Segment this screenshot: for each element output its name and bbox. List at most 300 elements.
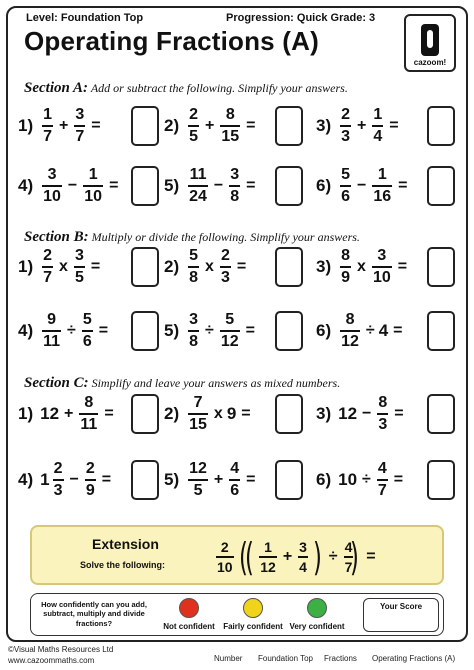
- mixed-number: [375, 395, 390, 433]
- equals-sign: =: [246, 117, 256, 134]
- problem: [316, 392, 408, 436]
- mixed-number: [338, 248, 353, 286]
- fraction-bar: [188, 413, 208, 415]
- fraction: [188, 312, 199, 350]
- not-confident-light[interactable]: [179, 598, 199, 618]
- problem: [164, 392, 255, 436]
- fraction-bar: [340, 266, 351, 268]
- answer-box[interactable]: [131, 247, 159, 287]
- problem-number: 4): [18, 321, 34, 340]
- denominator: 24: [189, 188, 207, 205]
- operator: −: [69, 471, 79, 488]
- fraction: [229, 167, 240, 205]
- denominator: 7: [344, 559, 353, 575]
- fairly-confident-light[interactable]: [243, 598, 263, 618]
- numerator: 1: [373, 106, 383, 123]
- problem: [18, 458, 115, 502]
- problem: [316, 104, 403, 148]
- answer-box[interactable]: [275, 247, 303, 287]
- fraction-bar: [340, 125, 351, 127]
- equals-sign: =: [393, 322, 403, 339]
- mixed-number: [72, 248, 87, 286]
- mixed-number: [186, 395, 210, 433]
- denominator: 12: [220, 333, 239, 350]
- fraction-bar: [340, 330, 360, 332]
- fraction-bar: [53, 479, 64, 481]
- fraction-bar: [216, 556, 234, 558]
- operator: +: [357, 117, 367, 134]
- problem: [18, 245, 104, 289]
- answer-box[interactable]: [427, 460, 455, 500]
- fraction: [216, 540, 234, 574]
- equals-sign: =: [246, 471, 256, 488]
- fraction-bar: [42, 185, 62, 187]
- denominator: 12: [260, 559, 276, 575]
- fraction: [377, 395, 388, 433]
- equals-sign: =: [109, 177, 119, 194]
- whole-number: 9: [226, 404, 237, 423]
- numerator: 1: [377, 166, 387, 183]
- problem-number: 3): [316, 404, 332, 423]
- answer-box[interactable]: [131, 311, 159, 351]
- denominator: 7: [75, 128, 85, 145]
- problem: [18, 309, 112, 353]
- numerator: 2: [189, 106, 199, 123]
- problem-number: 2): [164, 116, 180, 135]
- extension-expression: [214, 533, 380, 581]
- fraction-bar: [188, 266, 199, 268]
- operator: ÷: [67, 322, 76, 339]
- denominator: 8: [230, 188, 240, 205]
- fraction: [340, 107, 351, 145]
- numerator: 3: [230, 166, 240, 183]
- problem: [164, 309, 259, 353]
- fraction: [74, 107, 85, 145]
- numerator: 1: [88, 166, 98, 183]
- fraction-bar: [85, 479, 96, 481]
- not-confident-label: Not confident: [163, 622, 215, 631]
- denominator: 10: [84, 188, 103, 205]
- operator: ÷: [205, 322, 214, 339]
- fraction: [53, 461, 64, 499]
- equals-sign: =: [91, 117, 101, 134]
- equals-sign: =: [245, 322, 255, 339]
- problem-number: 5): [164, 470, 180, 489]
- extension-subtitle: Solve the following:: [80, 560, 165, 570]
- equals-sign: =: [246, 177, 256, 194]
- fraction-bar: [42, 266, 53, 268]
- operator: x: [205, 258, 214, 275]
- numerator: 8: [84, 394, 94, 411]
- footer-copyright: ©Visual Maths Resources Ltd: [8, 645, 114, 654]
- denominator: 10: [43, 188, 61, 205]
- fraction-bar: [188, 185, 208, 187]
- fraction-bar: [74, 266, 85, 268]
- problem: [164, 164, 260, 208]
- left-paren: (: [238, 535, 248, 579]
- denominator: 4: [373, 128, 383, 145]
- whole-number: 12: [338, 404, 358, 423]
- answer-box[interactable]: [427, 106, 455, 146]
- answer-box[interactable]: [275, 460, 303, 500]
- very-confident-light[interactable]: [307, 598, 327, 618]
- numerator: 3: [377, 247, 387, 264]
- operator: −: [213, 177, 224, 194]
- section-b-heading: [24, 229, 360, 246]
- problem-number: 5): [164, 176, 180, 195]
- right-paren-inner: ): [312, 535, 322, 579]
- mixed-number: [375, 461, 390, 499]
- equals-sign: =: [236, 258, 247, 275]
- mixed-number: [81, 167, 105, 205]
- section-label: Section B:: [24, 229, 89, 245]
- fraction-bar: [340, 185, 351, 187]
- fraction: [372, 248, 392, 286]
- problem-number: 3): [316, 257, 332, 276]
- problem: [18, 392, 118, 436]
- denominator: 6: [82, 333, 92, 350]
- denominator: 5: [74, 269, 84, 286]
- answer-box[interactable]: [427, 247, 455, 287]
- fraction: [188, 248, 199, 286]
- mixed-number: [40, 461, 65, 499]
- operator: −: [362, 405, 372, 422]
- mixed-number: [83, 461, 98, 499]
- problem-number: 1): [18, 404, 34, 423]
- fraction: [220, 312, 240, 350]
- whole-part: 1: [40, 470, 50, 489]
- mixed-number: [218, 312, 242, 350]
- equals-sign: =: [101, 471, 112, 488]
- footer-subtopic: Fractions: [324, 654, 357, 663]
- numerator: 9: [47, 311, 57, 328]
- mixed-number: [40, 312, 63, 350]
- fraction-bar: [188, 330, 199, 332]
- denominator: 6: [230, 482, 240, 499]
- extension-panel: [30, 525, 444, 585]
- denominator: 3: [53, 482, 63, 499]
- section-label: Section C:: [24, 375, 89, 391]
- equals-sign: =: [398, 177, 408, 194]
- numerator: 2: [341, 106, 351, 123]
- fraction-bar: [188, 479, 208, 481]
- fraction: [340, 312, 360, 350]
- denominator: 12: [341, 333, 359, 350]
- section-instruction: Add or subtract the following. Simplify your answers.: [88, 81, 348, 95]
- fraction: [229, 461, 240, 499]
- fraction: [42, 312, 61, 350]
- operator: ÷: [362, 471, 371, 488]
- equals-sign: =: [241, 405, 251, 422]
- mixed-number: [338, 107, 353, 145]
- fraction-bar: [220, 330, 240, 332]
- operator: x: [59, 258, 68, 275]
- mixed-number: [370, 167, 394, 205]
- fraction-bar: [298, 556, 308, 558]
- fraction: [85, 461, 96, 499]
- section-instruction: Multiply or divide the following. Simplify your answers.: [88, 230, 360, 244]
- operator: −: [67, 177, 78, 194]
- denominator: 11: [80, 416, 98, 433]
- fraction: [377, 461, 388, 499]
- equals-sign: =: [394, 405, 404, 422]
- mixed-number: [370, 248, 394, 286]
- problem: [316, 309, 407, 353]
- fraction: [220, 248, 231, 286]
- fraction: [79, 395, 98, 433]
- mixed-number: [40, 248, 55, 286]
- your-score-box[interactable]: [363, 598, 439, 632]
- numerator: 11: [189, 166, 207, 183]
- operator: −: [357, 177, 367, 194]
- fraction: [259, 540, 277, 574]
- numerator: 7: [193, 394, 203, 411]
- answer-box[interactable]: [427, 166, 455, 206]
- answer-box[interactable]: [275, 311, 303, 351]
- fraction-bar: [220, 266, 231, 268]
- denominator: 10: [217, 559, 233, 575]
- mixed-number: [72, 107, 87, 145]
- fraction: [188, 167, 208, 205]
- mixed-number: [338, 167, 353, 205]
- logo-text: cazoom!: [413, 58, 447, 67]
- operator: +: [282, 548, 293, 565]
- fraction-bar: [220, 125, 240, 127]
- whole-number: 4: [378, 321, 389, 340]
- denominator: 4: [299, 559, 307, 575]
- left-paren-inner: (: [245, 535, 255, 579]
- problem: [164, 458, 260, 502]
- numerator: 3: [299, 539, 307, 555]
- answer-box[interactable]: [427, 394, 455, 434]
- keyhole-icon: [418, 22, 442, 58]
- problem-number: 2): [164, 404, 180, 423]
- operator: +: [205, 117, 215, 134]
- fraction-bar: [372, 125, 383, 127]
- fraction-bar: [42, 125, 53, 127]
- denominator: 5: [189, 128, 199, 145]
- fraction: [220, 107, 240, 145]
- operator: ÷: [365, 322, 375, 339]
- footer-level: Foundation Top: [258, 654, 314, 663]
- denominator: 3: [341, 128, 351, 145]
- numerator: 2: [53, 460, 63, 477]
- numerator: 1: [264, 539, 272, 555]
- problem: [18, 104, 105, 148]
- fraction: [372, 107, 383, 145]
- operator: +: [64, 405, 74, 422]
- fraction-bar: [83, 185, 103, 187]
- equals-sign: =: [366, 548, 376, 565]
- equals-sign: =: [104, 405, 114, 422]
- footer-sheet-name: Operating Fractions (A): [372, 654, 456, 663]
- mixed-number: [186, 167, 210, 205]
- denominator: 5: [193, 482, 203, 499]
- denominator: 10: [372, 269, 391, 286]
- mixed-number: [40, 107, 55, 145]
- problem: [316, 458, 407, 502]
- numerator: 2: [43, 247, 53, 264]
- level-label: Level: Foundation Top: [26, 12, 144, 24]
- mixed-number: [370, 107, 385, 145]
- numerator: 5: [189, 247, 199, 264]
- footer-url[interactable]: www.cazoommaths.com: [8, 656, 95, 665]
- numerator: 8: [225, 106, 235, 123]
- fraction: [188, 461, 208, 499]
- fraction-bar: [229, 479, 240, 481]
- fraction: [340, 248, 351, 286]
- operator: +: [213, 471, 224, 488]
- numerator: 3: [47, 166, 57, 183]
- equals-sign: =: [393, 471, 404, 488]
- mixed-number: [186, 248, 201, 286]
- fraction: [42, 248, 53, 286]
- denominator: 6: [341, 188, 351, 205]
- problem-number: 2): [164, 257, 180, 276]
- section-instruction: Simplify and leave your answers as mixed numbers.: [88, 376, 341, 390]
- numerator: 8: [345, 311, 355, 328]
- denominator: 9: [341, 269, 351, 286]
- fraction-bar: [372, 266, 392, 268]
- fraction-bar: [82, 330, 93, 332]
- numerator: 2: [220, 247, 230, 264]
- mixed-number: [227, 167, 242, 205]
- fraction: [372, 167, 392, 205]
- footer-topic: Number: [214, 654, 243, 663]
- problem: [316, 164, 412, 208]
- fraction-bar: [42, 330, 61, 332]
- fraction-bar: [229, 185, 240, 187]
- fraction: [42, 107, 53, 145]
- numerator: 2: [85, 460, 95, 477]
- problem-number: 4): [18, 176, 34, 195]
- denominator: 9: [85, 482, 95, 499]
- numerator: 5: [82, 311, 92, 328]
- fraction-bar: [377, 413, 388, 415]
- whole-number: 10: [338, 470, 358, 489]
- problem-number: 6): [316, 470, 332, 489]
- mixed-number: [218, 248, 233, 286]
- answer-box[interactable]: [131, 394, 159, 434]
- page-title: Operating Fractions (A): [24, 26, 319, 56]
- equals-sign: =: [90, 258, 101, 275]
- answer-box[interactable]: [275, 106, 303, 146]
- problem-number: 6): [316, 176, 332, 195]
- numerator: 3: [189, 311, 199, 328]
- denominator: 7: [43, 128, 53, 145]
- denominator: 15: [189, 416, 207, 433]
- mixed-number: [186, 461, 210, 499]
- very-confident-label: Very confident: [289, 622, 345, 631]
- problem-number: 5): [164, 321, 180, 340]
- operator: x: [357, 258, 366, 275]
- fraction: [188, 395, 208, 433]
- denominator: 16: [373, 188, 392, 205]
- section-a-heading: [24, 80, 348, 97]
- denominator: 8: [189, 333, 199, 350]
- mixed-number: [40, 167, 64, 205]
- fraction: [340, 167, 351, 205]
- denominator: 3: [378, 416, 388, 433]
- denominator: 3: [220, 269, 230, 286]
- whole-number: 12: [40, 404, 60, 423]
- denominator: 7: [43, 269, 53, 286]
- mixed-number: [186, 312, 201, 350]
- problem-number: 1): [18, 116, 34, 135]
- operator: ÷: [328, 548, 338, 565]
- numerator: 8: [341, 247, 351, 264]
- mixed-number: [77, 395, 100, 433]
- problem-number: 1): [18, 257, 34, 276]
- answer-box[interactable]: [131, 166, 159, 206]
- equals-sign: =: [397, 258, 408, 275]
- answer-box[interactable]: [275, 394, 303, 434]
- problem-number: 3): [316, 116, 332, 135]
- numerator: 8: [378, 394, 388, 411]
- fraction: [42, 167, 62, 205]
- fairly-confident-label: Fairly confident: [223, 622, 283, 631]
- fraction-bar: [377, 479, 388, 481]
- denominator: 11: [43, 333, 61, 350]
- confidence-panel: [30, 593, 444, 636]
- fraction: [82, 312, 93, 350]
- fraction-bar: [188, 125, 199, 127]
- numerator: 4: [344, 539, 353, 555]
- problem: [164, 104, 260, 148]
- problem: [316, 245, 411, 289]
- numerator: 12: [189, 460, 207, 477]
- numerator: 4: [230, 460, 240, 477]
- mixed-number: [218, 107, 242, 145]
- progression-label: Progression: Quick Grade: 3: [226, 12, 376, 24]
- mixed-number: [338, 312, 362, 350]
- confidence-question: How confidently can you add, subtract, multiply and divide fractions?: [41, 600, 147, 628]
- problem-number: 4): [18, 470, 34, 489]
- fraction-bar: [79, 413, 98, 415]
- numerator: 4: [377, 460, 387, 477]
- problem-number: 6): [316, 321, 332, 340]
- operator: x: [213, 405, 223, 422]
- mixed-number: [186, 107, 201, 145]
- mixed-number: [80, 312, 95, 350]
- fraction-bar: [74, 125, 85, 127]
- denominator: 8: [189, 269, 199, 286]
- numerator: 2: [220, 539, 229, 555]
- cazoom-logo: [404, 14, 456, 72]
- fraction: [188, 107, 199, 145]
- answer-box[interactable]: [131, 106, 159, 146]
- answer-box[interactable]: [131, 460, 159, 500]
- answer-box[interactable]: [427, 311, 455, 351]
- problem: [18, 164, 122, 208]
- fraction: [298, 540, 308, 574]
- numerator: 5: [225, 311, 235, 328]
- fraction: [74, 248, 85, 286]
- denominator: 7: [377, 482, 387, 499]
- numerator: 1: [43, 106, 53, 123]
- section-label: Section A:: [24, 80, 89, 96]
- answer-box[interactable]: [275, 166, 303, 206]
- extension-title: Extension: [92, 536, 159, 552]
- equals-sign: =: [98, 322, 109, 339]
- numerator: 3: [74, 247, 84, 264]
- right-paren: ): [350, 535, 360, 579]
- numerator: 5: [341, 166, 351, 183]
- fraction-bar: [372, 185, 392, 187]
- numerator: 3: [75, 106, 85, 123]
- operator: +: [59, 117, 69, 134]
- mixed-number: [227, 461, 242, 499]
